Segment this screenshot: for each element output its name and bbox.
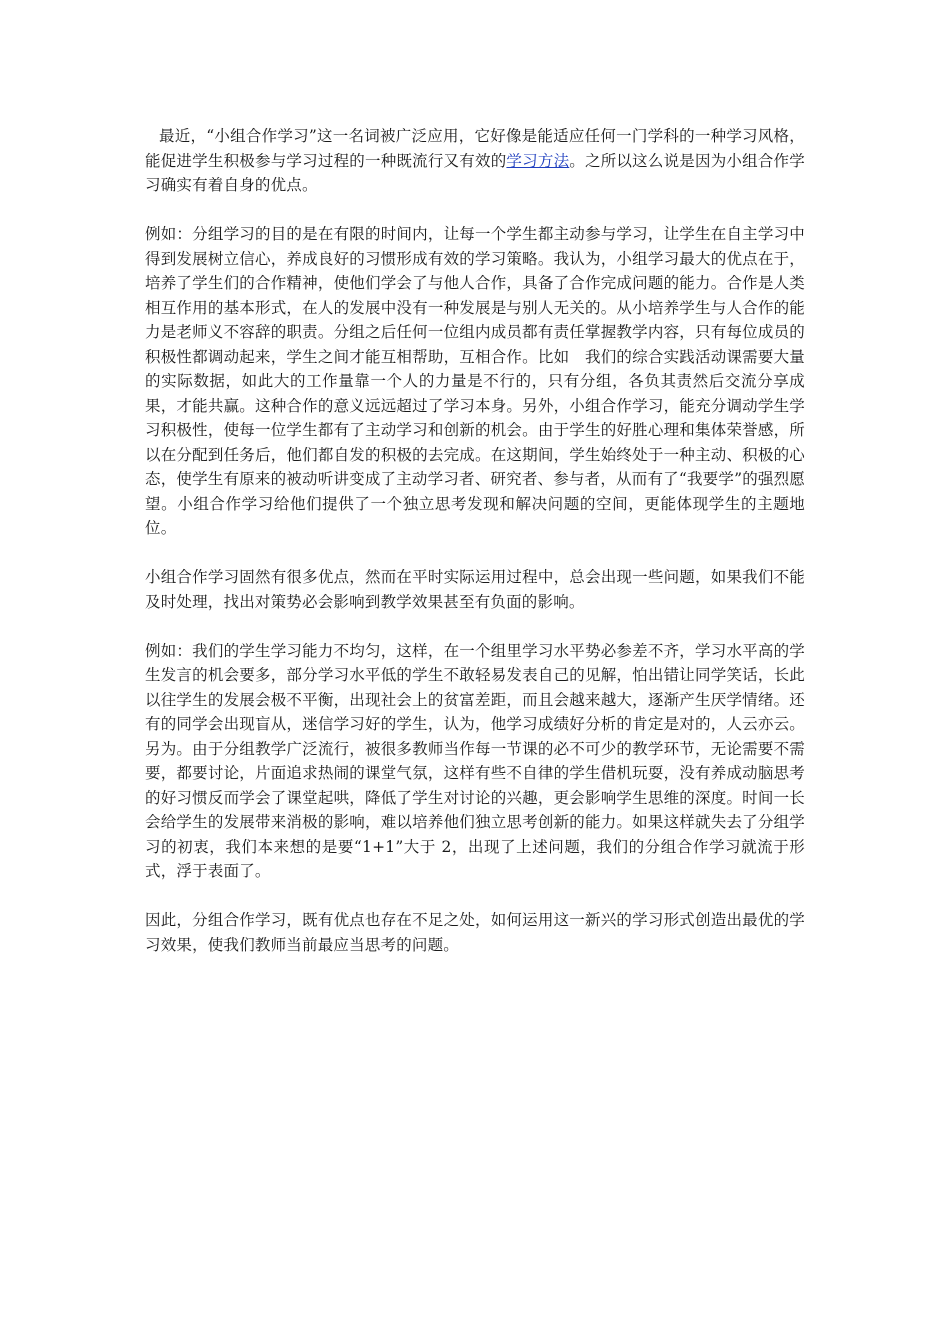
document-body — [145, 124, 805, 982]
paragraph-conclusion: 因此，分组合作学习，既有优点也存在不足之处，如何运用这一新兴的学习形式创造出最优的学习效果，使我们教师当前最应当思考的问题。 — [145, 911, 805, 954]
paragraph-intro-tail: 。之所以这么说是因为小组合作学习确实有着自身的优点。 — [145, 151, 805, 194]
paragraph-problems-intro: 小组合作学习固然有很多优点，然而在平时实际运用过程中，总会出现一些问题，如果我们不能及时处理，找出对策势必会影响到教学效果甚至有负面的影响。 — [145, 568, 805, 611]
paragraph-problems: 例如：我们的学生学习能力不均匀，这样，在一个组里学习水平势必参差不齐，学习水平高的学生发言的机会要多，部分学习水平低的学生不敢轻易发表自己的见解，怕出错让同学笑话，长此以往学生的发展会极不平衡，出现社会上的贫富差距，而且会越来越大，逐渐产生厌学情绪。还有的同学会出现盲从，迷信学习好的学生，认为，他学习成绩好分析的肯定是对的，人云亦云。另为。由于分组教学广泛流行，被很多教师当作每一节课的必不可少的教学环节，无论需要不需要，都要讨论，片面追求热闹的课堂气氛，这样有些不自律的学生借机玩耍，没有养成动脑思考的好习惯反而学会了课堂起哄，降低了学生对讨论的兴趣，更会影响学生思维的深度。时间一长会给学生的发展带来消极的影响，难以培养他们独立思考创新的能力。如果这样就失去了分组学习的初衷，我们本来想的是要“1+1”大于 2，出现了上述问题，我们的分组合作学习就流于形式，浮于表面了。 — [145, 641, 805, 880]
paragraph-intro-text: 最近，“小组合作学习”这一名词被广泛应用，它好像是能适应任何一门学科的一种学习风格，能促进学生积极参与学习过程的一种既流行又有效的 — [145, 127, 805, 170]
study-method-link[interactable]: 学习方法 — [506, 151, 570, 170]
paragraph-advantages: 例如：分组学习的目的是在有限的时间内，让每一个学生都主动参与学习，让学生在自主学习中得到发展树立信心，养成良好的习惯形成有效的学习策略。我认为，小组学习最大的优点在于，培养了学生们的合作精神，使他们学会了与他人合作，具备了合作完成问题的能力。合作是人类相互作用的基本形式，在人的发展中没有一种发展是与别人无关的。从小培养学生与人合作的能力是老师义不容辞的职责。分组之后任何一位组内成员都有责任掌握教学内容，只有每位成员的积极性都调动起来，学生之间才能互相帮助，互相合作。比如 我们的综合实践活动课需要大量的实际数据，如此大的工作量靠一个人的力量是不行的，只有分组，各负其责然后交流分享成果，才能共赢。这种合作的意义远远超过了学习本身。另外，小组合作学习，能充分调动学生学习积极性，使每一位学生都有了主动学习和创新的机会。由于学生的好胜心理和集体荣誉感，所以在分配到任务后，他们都自发的积极的去完成。在这期间，学生始终处于一种主动、积极的心态，使学生有原来的被动听讲变成了主动学习者、研究者、参与者，从而有了“我要学”的强烈愿望。小组合作学习给他们提供了一个独立思考发现和解决问题的空间，更能体现学生的主题地位。 — [145, 225, 805, 537]
paragraph-intro — [145, 124, 805, 198]
